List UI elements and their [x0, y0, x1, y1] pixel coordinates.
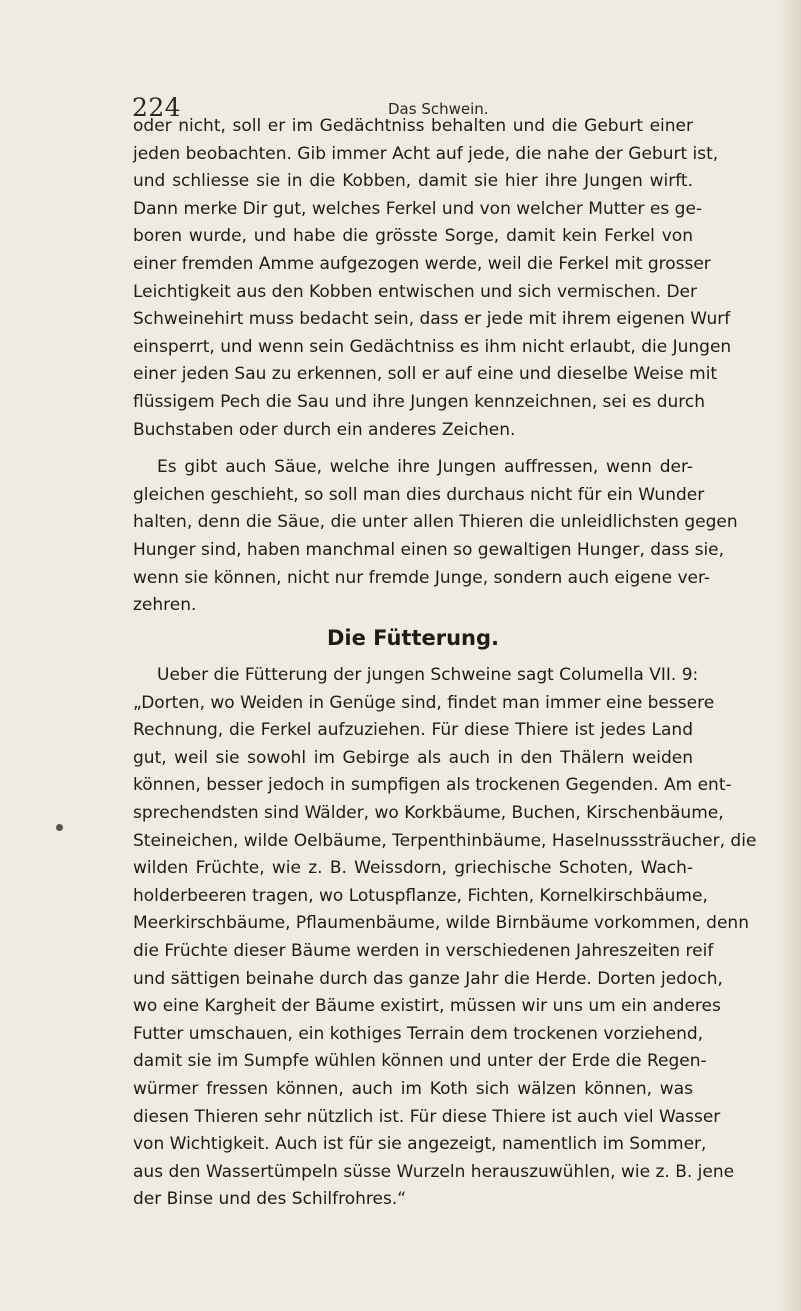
text-line: wenn sie können, nicht nur fremde Junge, sondern auch eigene ver-: [133, 567, 711, 588]
running-head: Das Schwein.: [388, 100, 489, 118]
text-line: Futter umschauen, ein kothiges Terrain dem trockenen vorziehend,: [133, 1023, 704, 1044]
page-edge-shadow: [779, 0, 801, 1311]
text-line: von Wichtigkeit. Auch ist für sie angezeigt, namentlich im Sommer,: [133, 1134, 707, 1155]
text-line: jeden beobachten. Gib immer Acht auf jede, die nahe der Geburt ist,: [133, 143, 719, 164]
text-line: Dann merke Dir gut, welches Ferkel und von welcher Mutter es ge-: [133, 198, 703, 219]
text-line: Steineichen, wilde Oelbäume, Terpenthinbäume, Haselnusssträucher, die: [133, 830, 757, 851]
text-line: flüssigem Pech die Sau und ihre Jungen kennzeichnen, sei es durch: [133, 391, 705, 412]
text-line: und sättigen beinahe durch das ganze Jahr die Herde. Dorten jedoch,: [133, 968, 723, 989]
text-line: halten, denn die Säue, die unter allen Thieren die unleidlichsten gegen: [133, 512, 738, 533]
text-line: einsperrt, und wenn sein Gedächtniss es ihm nicht erlaubt, die Jungen: [133, 336, 732, 357]
margin-ink-spot: [56, 824, 63, 831]
text-line: Hunger sind, haben manchmal einen so gewaltigen Hunger, dass sie,: [133, 539, 725, 560]
text-line: „Dorten, wo Weiden in Genüge sind, findet man immer eine bessere: [133, 692, 715, 713]
paragraph-3: [133, 662, 757, 1214]
text-line: gleichen geschieht, so soll man dies durchaus nicht für ein Wunder: [133, 484, 705, 505]
text-line: oder nicht, soll er im Gedächtniss behalten und die Geburt einer: [133, 116, 693, 136]
text-line: Meerkirschbäume, Pflaumenbäume, wilde Birnbäume vorkommen, denn: [133, 913, 749, 934]
text-line: einer jeden Sau zu erkennen, soll er auf eine und dieselbe Weise mit: [133, 364, 718, 385]
text-line: einer fremden Amme aufgezogen werde, weil die Ferkel mit grosser: [133, 253, 711, 274]
text-line: Ueber die Fütterung der jungen Schweine sagt Columella VII. 9:: [157, 665, 699, 685]
text-line: wilden Früchte, wie z. B. Weissdorn, griechische Schoten, Wach-: [133, 858, 693, 879]
text-line: Es gibt auch Säue, welche ihre Jungen auffressen, wenn der-: [157, 457, 693, 478]
text-line: und schliesse sie in die Kobben, damit sie hier ihre Jungen wirft.: [133, 171, 693, 192]
text-line: wo eine Kargheit der Bäume existirt, müssen wir uns um ein anderes: [133, 996, 721, 1017]
text-line: aus den Wassertümpeln süsse Wurzeln herauszuwühlen, wie z. B. jene: [133, 1161, 735, 1182]
paragraph-1: [133, 113, 738, 620]
text-line: damit sie im Sumpfe wühlen können und unter der Erde die Regen-: [133, 1051, 707, 1072]
text-line: Leichtigkeit aus den Kobben entwischen und sich vermischen. Der: [133, 281, 697, 302]
text-line: zehren.: [133, 595, 197, 616]
text-line: diesen Thieren sehr nützlich ist. Für diese Thiere ist auch viel Wasser: [133, 1106, 721, 1127]
page-number: 224: [132, 93, 182, 122]
text-line: können, besser jedoch in sumpfigen als trockenen Gegenden. Am ent-: [133, 775, 732, 796]
text-line: Buchstaben oder durch ein anderes Zeichen.: [133, 419, 516, 440]
text-line: der Binse und des Schilfrohres.“: [133, 1189, 407, 1210]
text-line: die Früchte dieser Bäume werden in verschiedenen Jahreszeiten reif: [133, 940, 714, 961]
text-line: würmer fressen können, auch im Koth sich wälzen können, was: [133, 1078, 693, 1099]
text-line: sprechendsten sind Wälder, wo Korkbäume, Buchen, Kirschenbäume,: [133, 802, 724, 823]
text-line: gut, weil sie sowohl im Gebirge als auch in den Thälern weiden: [133, 747, 693, 768]
section-heading: Die Fütterung.: [326, 626, 500, 650]
text-line: holderbeeren tragen, wo Lotuspflanze, Fichten, Kornelkirschbäume,: [133, 885, 708, 906]
text-line: Rechnung, die Ferkel aufzuziehen. Für diese Thiere ist jedes Land: [133, 720, 693, 741]
text-line: boren wurde, und habe die grösste Sorge, damit kein Ferkel von: [133, 226, 693, 247]
text-line: Schweinehirt muss bedacht sein, dass er jede mit ihrem eigenen Wurf: [133, 309, 731, 330]
